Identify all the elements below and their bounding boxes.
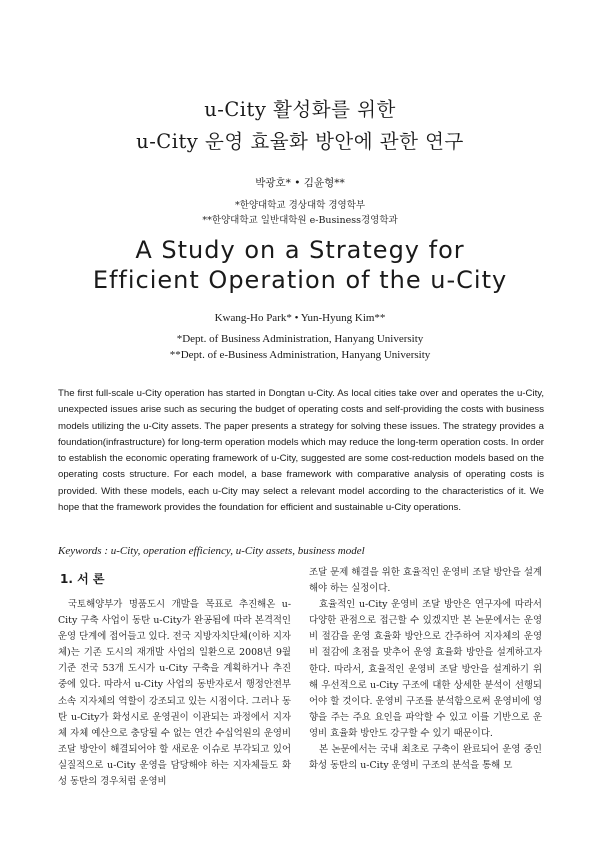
section-heading-introduction: 1. 서 론 xyxy=(60,572,105,586)
english-title-line-1: A Study on a Strategy for xyxy=(135,236,465,264)
english-title-line-2: Efficient Operation of the u-City xyxy=(92,266,508,294)
english-affiliation-1: *Dept. of Business Administration, Hanyang University xyxy=(176,333,424,345)
korean-affiliation-1: *한양대학교 경상대학 경영학부 xyxy=(234,200,366,211)
body-left-column xyxy=(58,597,291,790)
english-affiliation-2: **Dept. of e-Business Administration, Hanyang University xyxy=(169,349,431,361)
korean-authors: 박광호* • 김윤형** xyxy=(255,177,345,189)
keywords: Keywords : u-City, operation efficiency, u-City assets, business model xyxy=(58,545,365,557)
abstract: The first full-scale u-City operation has started in Dongtan u-City. As local cities take over and operates the u-City, unexpected issues arise such as securing the budget of operating costs and self-providing the costs with business models utilizing the u-City assets. The paper presents a strategy for solving these issues. The strategy provides a foundation(infrastructure) for long-term operation models which may reduce the long-term operation costs. In order to establish the economic operating framework of u-City, suggested are some cost-reduction models based on the operating costs structure. For each model, a base framework with comparative analysis of operating costs is provided. With these models, each u-City may select a relevant model according to the characteristics of it. We hope that the framework provides the foundation for efficient and sustainable u-City operations. xyxy=(58,388,544,514)
english-authors: Kwang-Ho Park* • Yun-Hyung Kim** xyxy=(214,312,386,324)
body-paragraph: 본 논문에서는 국내 최초로 구축이 완료되어 운영 중인 화성 동탄의 u-City 운영비 구조의 분석을 통해 모 xyxy=(309,744,542,772)
korean-affiliation-2: **한양대학교 일반대학원 e-Business경영학과 xyxy=(202,215,398,226)
body-right-column xyxy=(309,565,542,774)
body-paragraph: 국토해양부가 명품도시 개발을 목표로 추진해온 u-City 구축 사업이 동탄 u-City가 완공됨에 따라 본격적인 운영 단계에 접어들고 있다. 전국 지방자치단체(이하 지자체)는 기존 도시의 재개발 사업의 일환으로 2008년 9월 기준 전국 53개 도시가 u-City 구축을 계획하거나 추진 중에 있다. 따라서 u-City 사업의 동반자로서 행정안전부 소속 지자체의 역할이 강조되고 있는 시점이다. 그러나 동탄 u-City가 화성시로 운영권이 이관되는 과정에서 지자체 자체 예산으로 충당될 수 없는 연간 수십억원의 운영비 조달 방안이 해결되어야 할 새로운 이슈로 부각되고 있어 실질적으로 u-City 운영을 담당해야 하는 지자체들도 화성 동탄의 경우처럼 운영비 xyxy=(58,599,291,788)
korean-title-line-1: u-City 활성화를 위한 xyxy=(204,98,396,121)
body-paragraph: 조달 문제 해결을 위한 효율적인 운영비 조달 방안을 설계해야 하는 실정이다. xyxy=(309,567,542,595)
korean-title-line-2: u-City 운영 효율화 방안에 관한 연구 xyxy=(136,130,464,153)
body-paragraph: 효율적인 u-City 운영비 조달 방안은 연구자에 따라서 다양한 관점으로 접근할 수 있겠지만 본 논문에서는 운영비 절감을 운영 효율화 방안으로 간주하여 지자체의 운영비 절감에 초점을 맞추어 운영 효율화 방안을 설계하고자 한다. 따라서, 효율적인 운영비 조달 방안을 설계하기 위해 우선적으로 u-City 구조에 대한 상세한 분석이 선행되어야 할 것이다. 운영비 구조를 분석함으로써 운영비에 영향을 주는 주요 요인을 파악할 수 있고 이를 기반으로 운영비 효율화 방안도 강구할 수 있기 때문이다. xyxy=(309,599,542,739)
